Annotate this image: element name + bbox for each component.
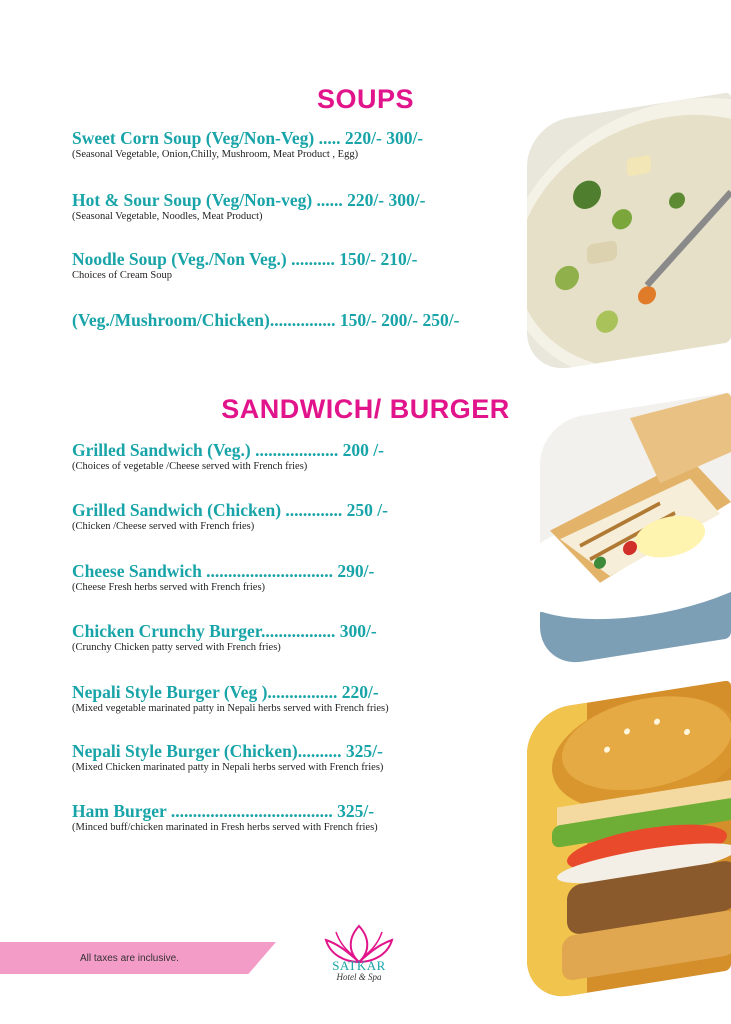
soup-photo xyxy=(527,92,731,374)
menu-item-name-price: Noodle Soup (Veg./Non Veg.) .......... 150/- 210/- xyxy=(72,249,418,269)
menu-item xyxy=(72,801,378,834)
menu-item-name-price: (Veg./Mushroom/Chicken)............... 150/- 200/- 250/- xyxy=(72,310,460,330)
sandwich-burger-heading: SANDWICH/ BURGER xyxy=(221,394,510,424)
menu-item-description: Choices of Cream Soup xyxy=(72,270,173,281)
menu-item xyxy=(72,741,383,774)
menu-item-description: (Chicken /Cheese served with French fries) xyxy=(72,521,255,532)
menu-item-name-price: Grilled Sandwich (Veg.) ................... 200 /- xyxy=(72,440,384,460)
menu-item xyxy=(72,310,459,330)
menu-item xyxy=(72,500,388,533)
menu-item-description: (Mixed Chicken marinated patty in Nepali herbs served with French fries) xyxy=(72,762,384,773)
menu-item-description: (Mixed vegetable marinated patty in Nepali herbs served with French fries) xyxy=(72,703,389,714)
menu-item-name-price: Hot & Sour Soup (Veg/Non-veg) ...... 220/- 300/- xyxy=(72,190,426,210)
menu-item-description: (Crunchy Chicken patty served with French fries) xyxy=(72,642,281,653)
burger-photo xyxy=(527,680,731,1002)
menu-item-description: (Seasonal Vegetable, Noodles, Meat Product) xyxy=(72,211,263,222)
brand-name: SATKAR xyxy=(332,958,386,973)
menu-item-name-price: Ham Burger ..................................... 325/- xyxy=(72,801,375,821)
menu-item xyxy=(72,621,377,654)
menu-item-name-price: Grilled Sandwich (Chicken) ............. 250 /- xyxy=(72,500,388,520)
menu-item xyxy=(72,249,418,282)
menu-item-name-price: Nepali Style Burger (Chicken).......... 325/- xyxy=(72,741,383,761)
menu-item-description: (Cheese Fresh herbs served with French fries) xyxy=(72,582,266,593)
menu-item-name-price: Chicken Crunchy Burger................. 300/- xyxy=(72,621,377,641)
sandwich-photo xyxy=(540,392,731,668)
menu-item-name-price: Nepali Style Burger (Veg )................ 220/- xyxy=(72,682,379,702)
menu-item xyxy=(72,561,374,594)
soups-heading: SOUPS xyxy=(316,84,415,114)
menu-item-description: (Minced buff/chicken marinated in Fresh herbs served with French fries) xyxy=(72,822,378,833)
brand-subtitle: Hotel & Spa xyxy=(336,972,382,982)
menu-item xyxy=(72,682,389,715)
menu-item-name-price: Cheese Sandwich ............................. 290/- xyxy=(72,561,375,581)
menu-item xyxy=(72,128,423,161)
menu-item xyxy=(72,190,425,223)
menu-item-name-price: Sweet Corn Soup (Veg/Non-Veg) ..... 220/- 300/- xyxy=(72,128,424,148)
menu-item-description: (Seasonal Vegetable, Onion,Chilly, Mushroom, Meat Product , Egg) xyxy=(72,149,359,160)
menu-item xyxy=(72,440,384,473)
menu-item-description: (Choices of vegetable /Cheese served with French fries) xyxy=(72,461,308,472)
taxes-note: All taxes are inclusive. xyxy=(80,953,179,964)
